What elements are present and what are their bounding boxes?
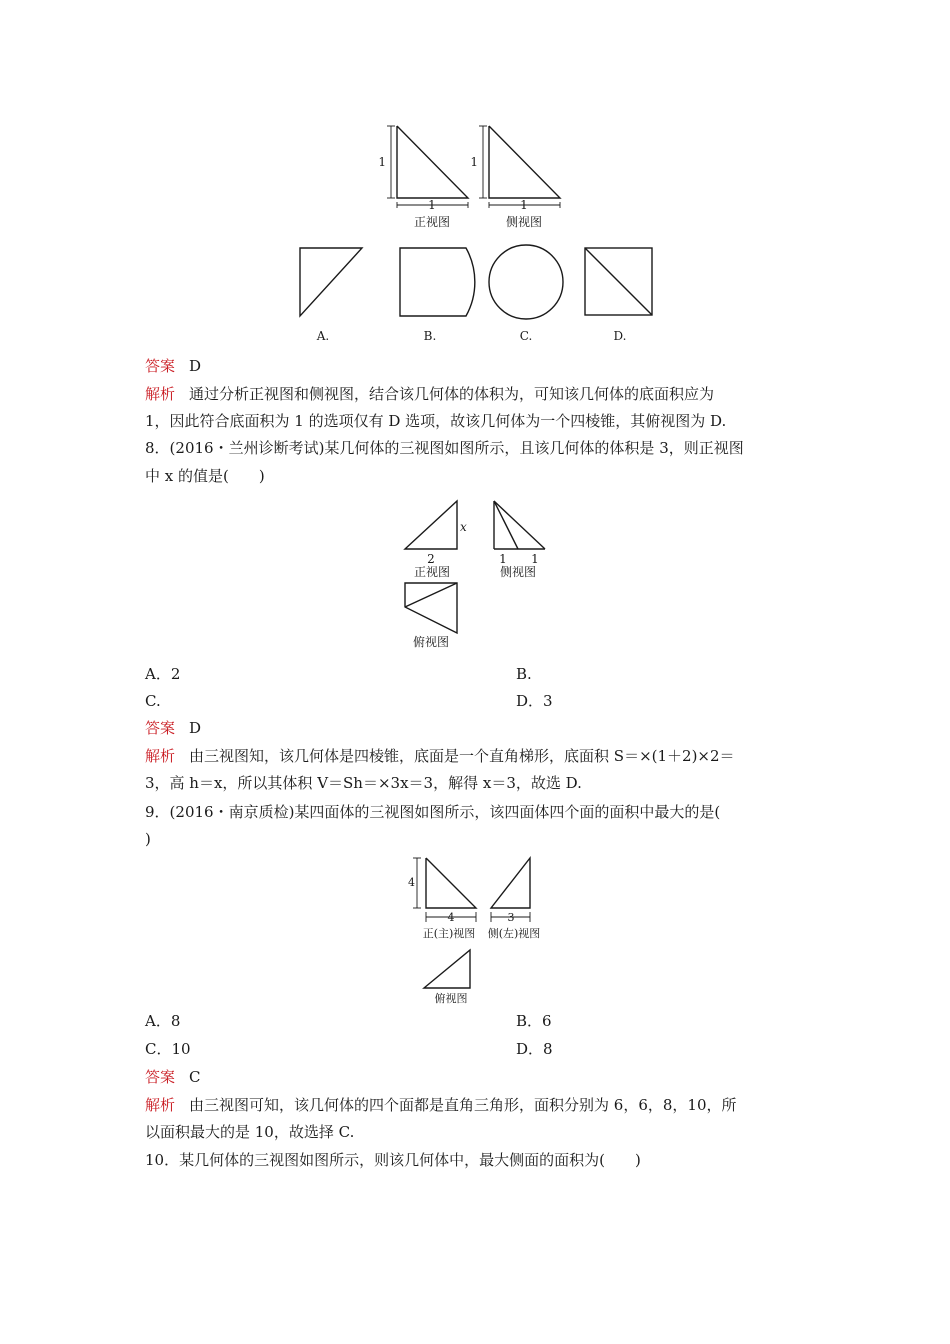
q9-answer-value: C (189, 1068, 201, 1086)
q7-front-view-label: 正视图 (413, 215, 451, 229)
q8-stem-line-2: 中 x 的值是( ) (145, 467, 265, 485)
q7-analysis-text-1: 通过分析正视图和侧视图，结合该几何体的体积为，可知该几何体的底面积应为 (189, 385, 715, 403)
q9-front-width-label: 4 (447, 911, 455, 924)
q7-analysis-tag: 解析 (145, 385, 176, 403)
q7-choice-c-label: C. (519, 329, 533, 343)
q8-option-c: C. (145, 692, 161, 710)
q7-side-view-label: 侧视图 (505, 215, 543, 229)
q9-front-view-label: 正(主)视图 (422, 927, 476, 940)
q9-analysis-line-2: 以面积最大的是 10，故选择 C. (145, 1123, 355, 1141)
q7-choice-d-label: D. (613, 329, 627, 343)
q9-side-view-label: 侧(左)视图 (487, 927, 541, 940)
q9-option-b: B．6 (516, 1012, 552, 1030)
q7-side-height-label: 1 (470, 155, 478, 169)
q8-analysis-line-2: 3，高 h＝x，所以其体积 V＝Sh＝×3x＝3，解得 x＝3，故选 D. (145, 774, 582, 792)
q7-answer-value: D (189, 357, 202, 375)
q8-side-view-label: 侧视图 (499, 565, 537, 579)
q8-three-view-figure (395, 495, 565, 655)
q9-option-d: D．8 (516, 1040, 553, 1058)
q8-answer-value: D (189, 719, 202, 737)
q8-analysis-tag: 解析 (145, 747, 176, 765)
q8-option-d: D．3 (516, 692, 553, 710)
q8-answer-tag: 答案 (145, 719, 176, 737)
q7-front-height-label: 1 (378, 155, 386, 169)
q7-choice-figures (290, 242, 670, 347)
q9-front-height-label: 4 (408, 876, 415, 889)
q8-top-view-label: 俯视图 (412, 635, 450, 649)
q9-stem-line-2: ) (145, 830, 151, 848)
q8-front-2-label: 2 (427, 552, 435, 566)
q9-answer-line (145, 1067, 810, 1087)
q7-analysis-line-1 (145, 384, 810, 404)
q7-front-width-label: 1 (428, 198, 436, 212)
q10-stem-line-1: 10．某几何体的三视图如图所示，则该几何体中，最大侧面的面积为( ) (145, 1151, 641, 1169)
q8-stem-line-1: 8．(2016・兰州诊断考试)某几何体的三视图如图所示，且该几何体的体积是 3，则正视图 (145, 439, 744, 457)
q9-side-width-label: 3 (507, 911, 515, 924)
q9-top-view-label: 俯视图 (434, 992, 468, 1005)
q8-front-view-label: 正视图 (413, 565, 451, 579)
q9-three-view-figure (400, 852, 550, 1007)
q9-answer-tag: 答案 (145, 1068, 176, 1086)
q8-side-1b-label: 1 (531, 552, 539, 566)
q7-side-width-label: 1 (520, 198, 528, 212)
q9-option-c: C．10 (145, 1040, 191, 1058)
q7-answer-line (145, 356, 810, 376)
q9-analysis-line-1 (145, 1095, 810, 1115)
q8-analysis-text-1: 由三视图知，该几何体是四棱锥，底面是一个直角梯形，底面积 S＝×(1＋2)×2＝ (189, 747, 735, 765)
q8-side-1a-label: 1 (499, 552, 507, 566)
q9-analysis-text-1: 由三视图可知，该几何体的四个面都是直角三角形，面积分别为 6，6，8，10，所 (189, 1096, 737, 1114)
q7-answer-tag: 答案 (145, 357, 176, 375)
q8-front-x-label: x (460, 520, 467, 534)
q7-choice-a-label: A. (316, 329, 330, 343)
q7-choice-b-label: B. (423, 329, 437, 343)
q9-stem-line-1: 9．(2016・南京质检)某四面体的三视图如图所示，该四面体四个面的面积中最大的是( (145, 803, 721, 821)
q7-analysis-line-2: 1，因此符合底面积为 1 的选项仅有 D 选项，故该几何体为一个四棱锥，其俯视图为 D. (145, 412, 727, 430)
q8-analysis-line-1 (145, 746, 810, 766)
q8-option-b: B. (516, 665, 532, 683)
q8-option-a: A．2 (145, 665, 181, 683)
q9-analysis-tag: 解析 (145, 1096, 176, 1114)
q8-answer-line (145, 718, 810, 738)
q9-option-a: A．8 (145, 1012, 181, 1030)
q7-three-view-figure (370, 118, 590, 233)
